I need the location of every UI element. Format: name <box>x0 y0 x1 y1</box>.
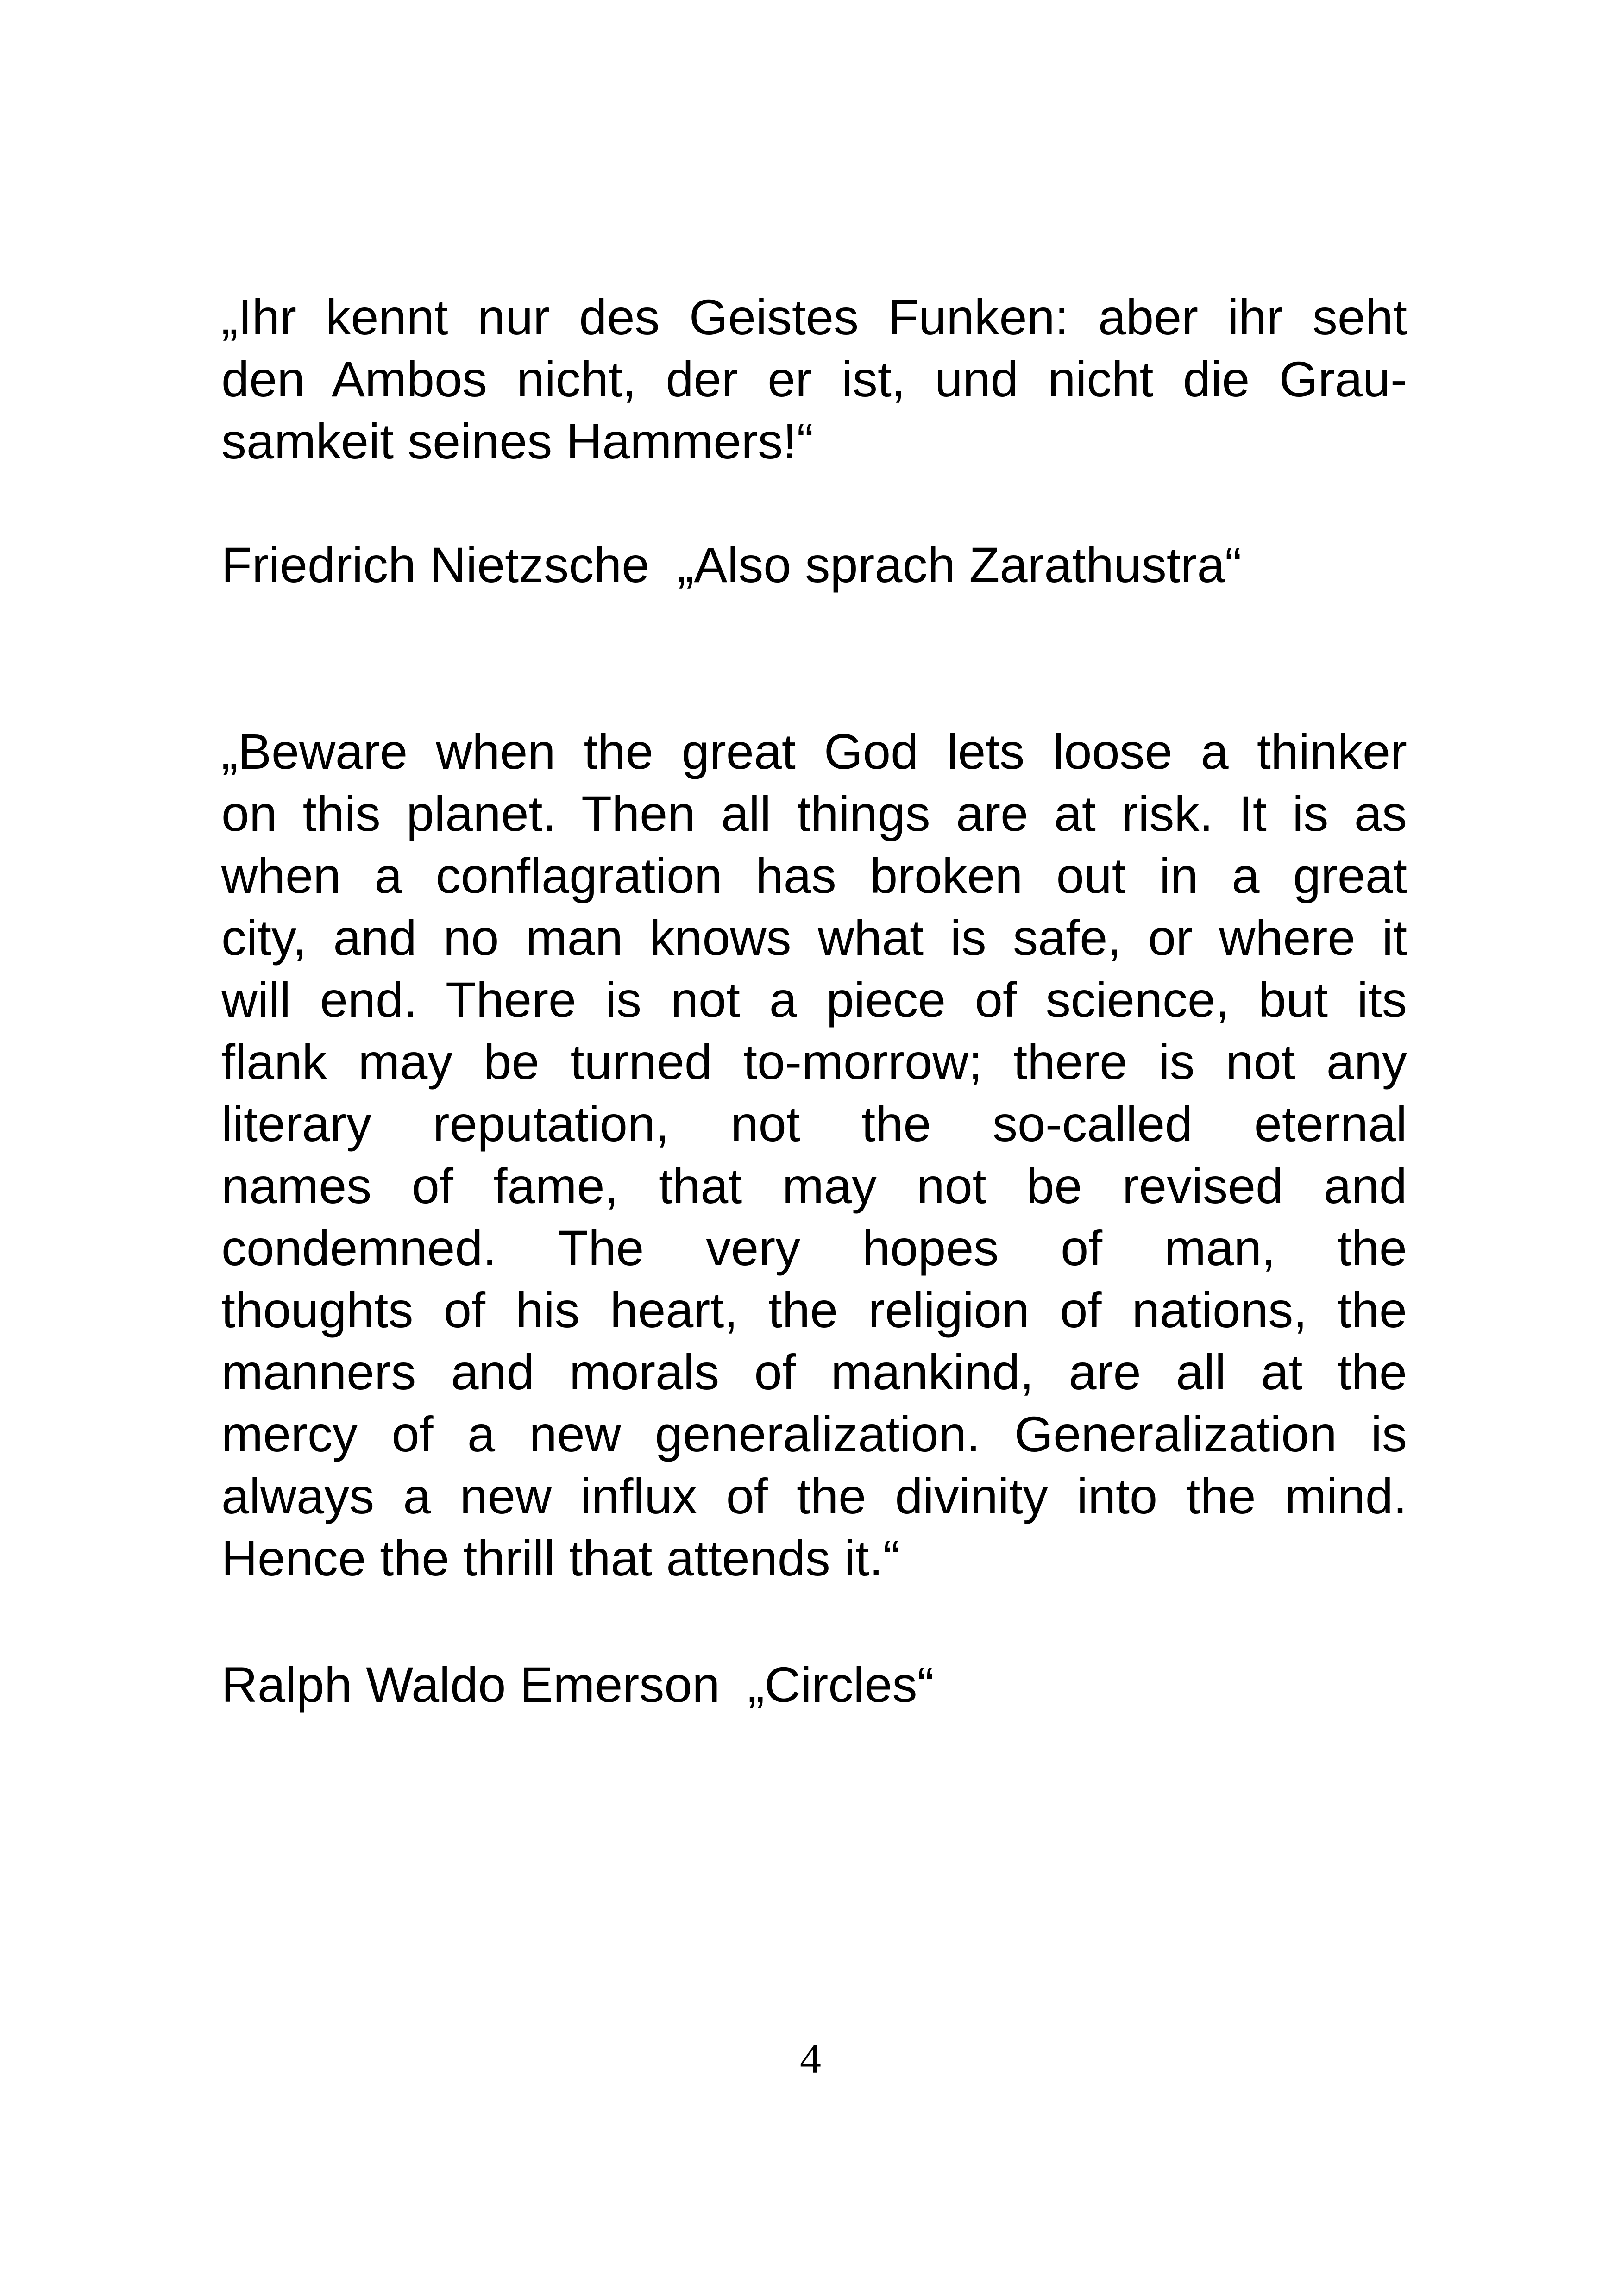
quote-line: city, and no man knows what is safe, or where it <box>221 910 1407 966</box>
quote-nietzsche <box>221 286 1407 472</box>
quote-line: on this planet. Then all things are at risk. It is as <box>221 785 1407 841</box>
quote-line: literary reputation, not the so-called eternal <box>221 1096 1407 1152</box>
quote-line: always a new influx of the divinity into the mind. <box>221 1468 1407 1524</box>
quote-emerson <box>221 721 1407 1589</box>
attribution-emerson: Ralph Waldo Emerson „Circles“ <box>221 1656 934 1713</box>
quote-line: thoughts of his heart, the religion of nations, the <box>221 1282 1407 1338</box>
quote-line: Hence the thrill that attends it.“ <box>221 1530 900 1586</box>
quote-line: manners and morals of mankind, are all at the <box>221 1344 1407 1400</box>
quote-line: den Ambos nicht, der er ist, und nicht die Grau- <box>221 351 1407 407</box>
attribution-nietzsche: Friedrich Nietzsche „Also sprach Zarathustra“ <box>221 537 1242 593</box>
quote-line: flank may be turned to-morrow; there is not any <box>221 1034 1407 1090</box>
quote-line: samkeit seines Hammers!“ <box>221 413 814 469</box>
quote-line: condemned. The very hopes of man, the <box>221 1220 1407 1276</box>
quote-line: „Ihr kennt nur des Geistes Funken: aber ihr seht <box>221 289 1407 345</box>
quote-line: names of fame, that may not be revised and <box>221 1158 1407 1214</box>
page-number: 4 <box>800 2035 821 2082</box>
quote-line: mercy of a new generalization. Generalization is <box>221 1406 1407 1462</box>
quote-line: will end. There is not a piece of science, but its <box>221 972 1407 1028</box>
quote-line: „Beware when the great God lets loose a thinker <box>221 723 1407 779</box>
quote-line: when a conflagration has broken out in a great <box>221 847 1407 903</box>
